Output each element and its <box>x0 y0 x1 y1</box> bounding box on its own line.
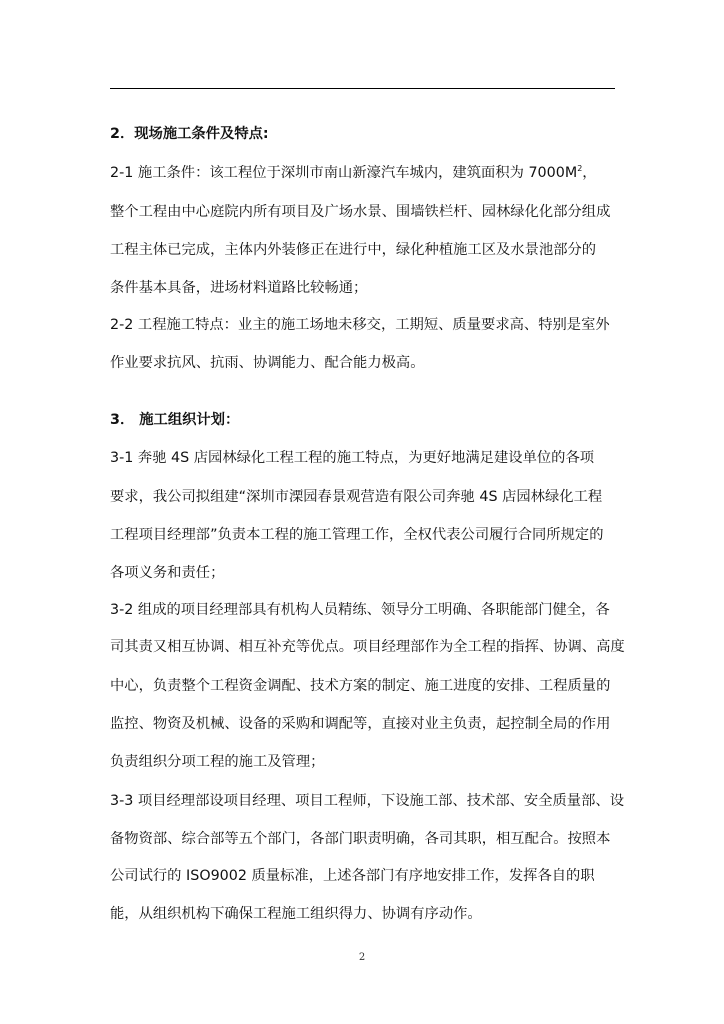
paragraph-3-1-line-3: 工程项目经理部”负责本工程的施工管理工作，全权代表公司履行合同所规定的 <box>110 527 604 543</box>
paragraph-3-2-line-2: 司其责又相互协调、相互补充等优点。项目经理部作为全工程的指挥、协调、高度 <box>110 639 625 655</box>
paragraph-3-1-line-4: 各项义务和责任； <box>110 565 225 581</box>
paragraph-3-2-line-3: 中心，负责整个工程资金调配、技术方案的制定、施工进度的安排、工程质量的 <box>110 678 611 694</box>
paragraph-3-2-line-1: 3-2 组成的项目经理部具有机构人员精练、领导分工明确、各职能部门健全，各 <box>110 602 610 618</box>
paragraph-3-2-line-5: 负责组织分项工程的施工及管理； <box>110 754 325 770</box>
paragraph-2-1-punct: ， <box>582 165 597 181</box>
superscript-2: 2 <box>577 164 583 173</box>
paragraph-3-1-line-1: 3-1 奔驰 4S 店园林绿化工程工程的施工特点，为更好地满足建设单位的各项 <box>110 450 595 466</box>
paragraph-2-2-line-2: 作业要求抗风、抗雨、协调能力、配合能力极高。 <box>110 355 425 371</box>
page-number: 2 <box>358 952 366 963</box>
paragraph-3-3-line-2: 备物资部、综合部等五个部门，各部门职责明确，各司其职，相互配合。按照本 <box>110 831 611 847</box>
paragraph-3-2-line-4: 监控、物资及机械、设备的采购和调配等，直接对业主负责，起控制全局的作用 <box>110 716 611 732</box>
paragraph-2-1-line-3: 工程主体已完成，主体内外装修正在进行中，绿化种植施工区及水景池部分的 <box>110 242 597 258</box>
paragraph-3-1-line-2: 要求，我公司拟组建“深圳市溧园春景观营造有限公司奔驰 4S 店园林绿化工程 <box>110 489 603 505</box>
paragraph-3-3-line-4: 能，从组织机构下确保工程施工组织得力、协调有序动作。 <box>110 906 482 922</box>
paragraph-2-1-text: 2-1 施工条件：该工程位于深圳市南山新濠汽车城内，建筑面积为 7000M <box>110 165 578 181</box>
paragraph-3-3-line-1: 3-3 项目经理部设项目经理、项目工程师，下设施工部、技术部、安全质量部、设 <box>110 793 624 809</box>
paragraph-3-3-line-3: 公司试行的 ISO9002 质量标准，上述各部门有序地安排工作，发挥各自的职 <box>110 868 595 884</box>
section-heading-3: 3． 施工组织计划： <box>110 412 240 428</box>
paragraph-2-2-line-1: 2-2 工程施工特点：业主的施工场地未移交，工期短、质量要求高、特别是室外 <box>110 317 610 333</box>
header-rule <box>110 88 615 89</box>
section-heading-2: 2．现场施工条件及特点: <box>110 126 269 142</box>
paragraph-2-1-line-4: 条件基本具备，进场材料道路比较畅通； <box>110 280 368 296</box>
paragraph-2-1-line-1 <box>110 163 620 183</box>
paragraph-2-1-line-2: 整个工程由中心庭院内所有项目及广场水景、围墙铁栏杆、园林绿化化部分组成 <box>110 204 611 220</box>
